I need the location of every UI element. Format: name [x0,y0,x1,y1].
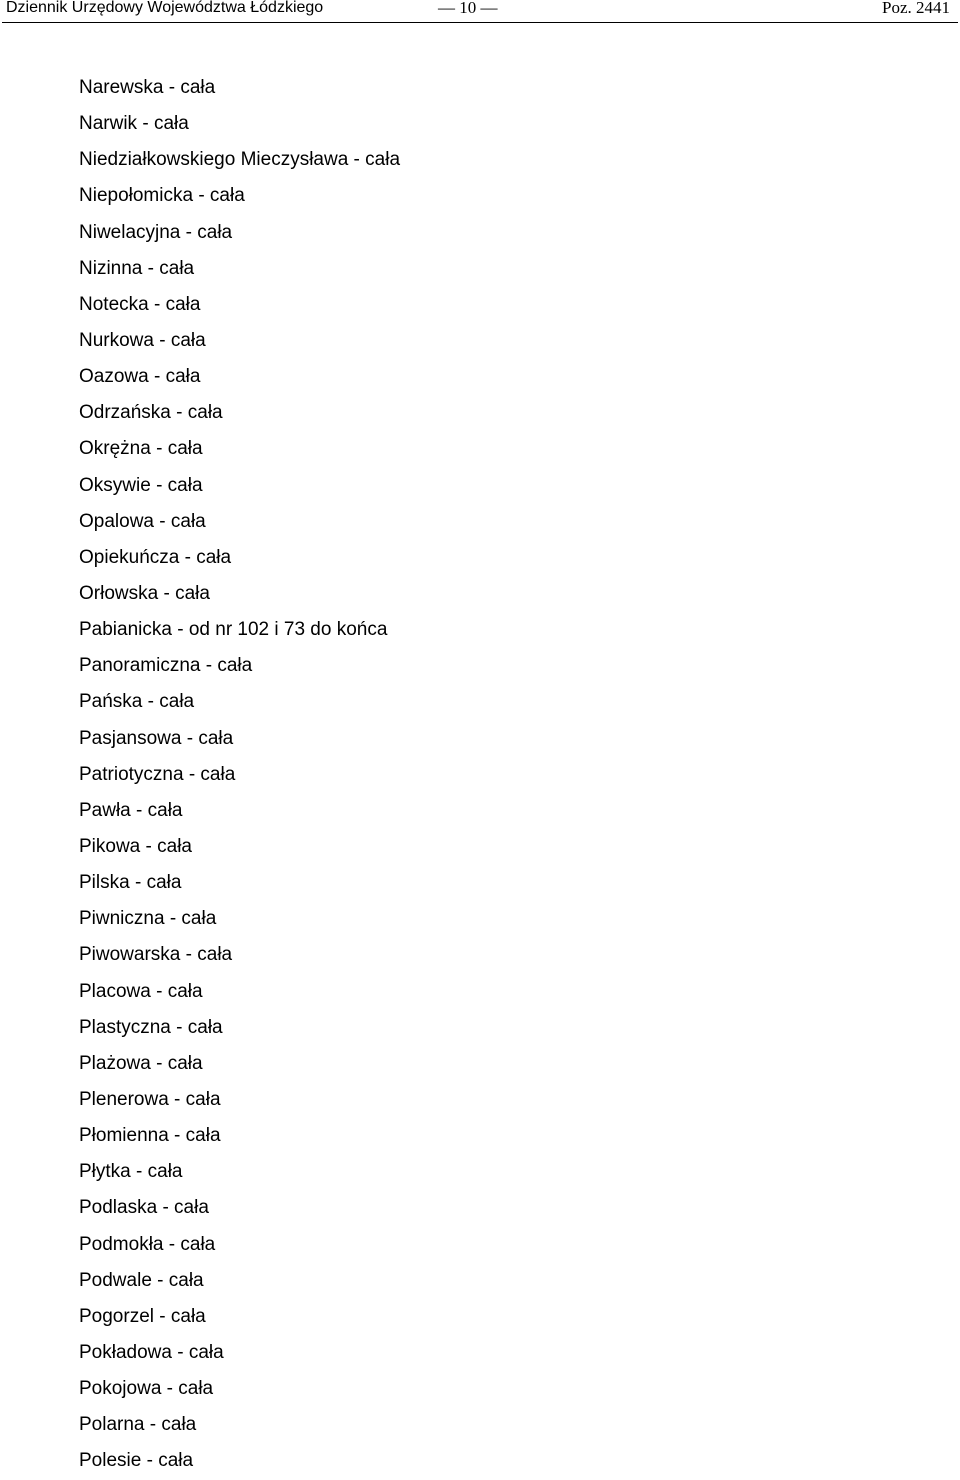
list-item: Opalowa - cała [79,510,206,532]
header-divider [2,22,958,23]
list-item: Opiekuńcza - cała [79,546,232,568]
list-item: Pawła - cała [79,799,183,821]
list-item: Podmokła - cała [79,1233,216,1255]
list-item: Okrężna - cała [79,438,203,460]
list-item: Plastyczna - cała [79,1016,223,1038]
list-item: Panoramiczna - cała [79,655,253,677]
list-item: Polarna - cała [79,1414,197,1436]
list-item: Płomienna - cała [79,1125,221,1147]
list-item: Niedziałkowskiego Mieczysława - cała [79,149,401,171]
list-item: Piwniczna - cała [79,908,217,930]
list-item: Podlaska - cała [79,1197,209,1219]
page-header [0,0,960,26]
list-item: Narwik - cała [79,113,189,135]
street-list [79,70,400,1479]
list-item: Notecka - cała [79,293,201,315]
list-item: Pogorzel - cała [79,1305,206,1327]
list-item: Oazowa - cała [79,366,201,388]
list-item: Niwelacyjna - cała [79,221,233,243]
list-item: Plenerowa - cała [79,1088,221,1110]
list-item: Narewska - cała [79,77,216,98]
journal-title: Dziennik Urzędowy Województwa Łódzkiego [6,0,324,16]
list-item: Nizinna - cała [79,257,195,279]
page-number: — 10 — [438,0,498,17]
list-item: Polesie - cała [79,1450,194,1472]
list-item: Pańska - cała [79,691,195,713]
position-number: Poz. 2441 [882,0,950,17]
list-item: Orłowska - cała [79,582,210,604]
list-item: Niepołomicka - cała [79,185,245,207]
list-item: Nurkowa - cała [79,329,206,351]
list-item: Oksywie - cała [79,474,203,496]
list-item: Pikowa - cała [79,835,192,857]
list-item: Płytka - cała [79,1161,183,1183]
list-item: Pasjansowa - cała [79,727,234,749]
list-item: Pokładowa - cała [79,1341,224,1363]
list-item: Podwale - cała [79,1269,204,1291]
list-item: Piwowarska - cała [79,944,233,966]
list-item: Placowa - cała [79,980,203,1002]
list-item: Plażowa - cała [79,1052,203,1074]
list-item: Patriotyczna - cała [79,763,236,785]
list-item: Pilska - cała [79,872,182,894]
list-item: Pokojowa - cała [79,1378,214,1400]
list-item: Odrzańska - cała [79,402,223,424]
list-item: Pabianicka - od nr 102 i 73 do końca [79,619,388,641]
